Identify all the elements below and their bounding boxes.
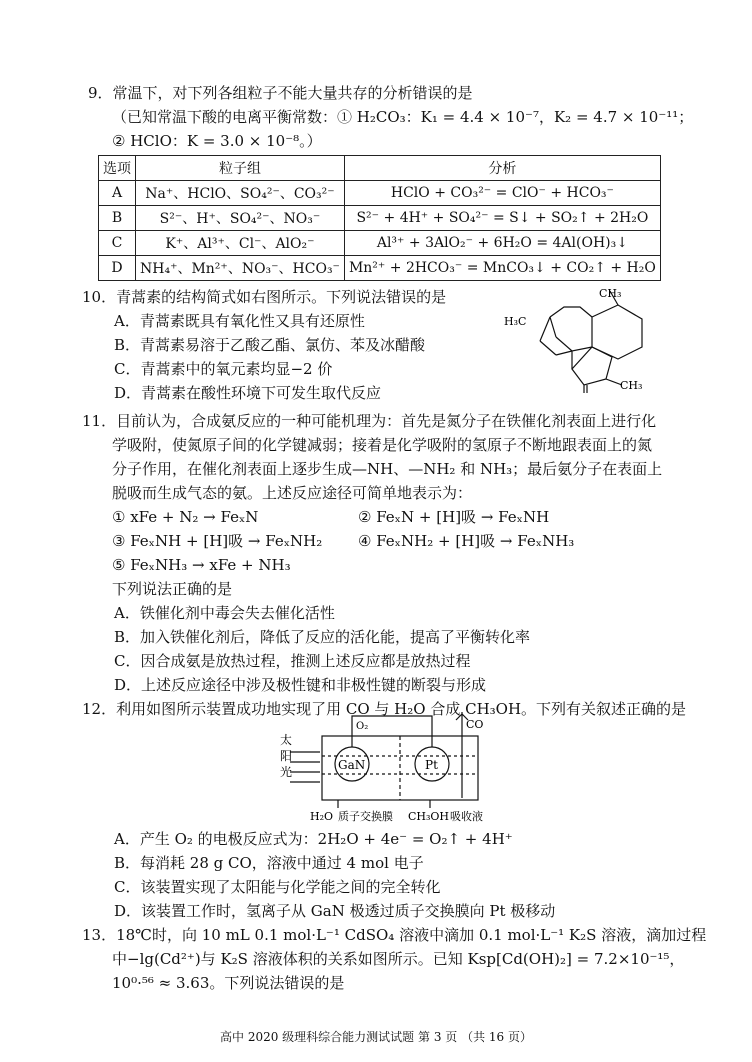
row-particles: K⁺、Al³⁺、Cl⁻、AlO₂⁻ bbox=[136, 231, 345, 256]
q10-stem: 10．青蒿素的结构简式如右图所示。下列说法错误的是 bbox=[82, 288, 447, 306]
page-footer: 高中 2020 级理科综合能力测试试题 第 3 页 （共 16 页） bbox=[220, 1030, 532, 1044]
row-option: B bbox=[99, 206, 136, 231]
ch3-top-label: CH₃ bbox=[599, 287, 622, 300]
q11-option-b: B．加入铁催化剂后，降低了反应的活化能，提高了平衡转化率 bbox=[114, 628, 531, 646]
q12-option-a: A．产生 O₂ 的电极反应式为：2H₂O + 4e⁻ = O₂↑ + 4H⁺ bbox=[114, 830, 513, 848]
q10-option-b: B．青蒿素易溶于乙酸乙酯、氯仿、苯及冰醋酸 bbox=[114, 336, 426, 354]
pt-electrode-label: Pt bbox=[425, 758, 438, 772]
row-particles: Na⁺、HClO、SO₄²⁻、CO₃²⁻ bbox=[136, 181, 345, 206]
ch3oh-label: CH₃OH bbox=[408, 810, 450, 823]
q13-stem-line1: 13．18℃时，向 10 mL 0.1 mol·L⁻¹ CdSO₄ 溶液中滴加 0.1 mol·L⁻¹ K₂S 溶液，滴加过程 bbox=[82, 926, 707, 944]
q9-analysis-table bbox=[98, 155, 661, 281]
q12-option-c: C．该装置实现了太阳能与化学能之间的完全转化 bbox=[114, 878, 441, 896]
table-row bbox=[99, 181, 661, 206]
gan-electrode-label: GaN bbox=[338, 758, 366, 772]
header-particles: 粒子组 bbox=[136, 156, 345, 181]
q9-note-line2: ② HClO：K = 3.0 × 10⁻⁸。） bbox=[112, 132, 322, 150]
q11-ask: 下列说法正确的是 bbox=[112, 580, 233, 598]
row-analysis: S²⁻ + 4H⁺ + SO₄²⁻ = S↓ + SO₂↑ + 2H₂O bbox=[344, 206, 660, 231]
row-option: A bbox=[99, 181, 136, 206]
h3c-left-label: H₃C bbox=[504, 315, 527, 328]
q13-stem-line2: 中−lg(Cd²⁺)与 K₂S 溶液体积的关系如图所示。已知 Ksp[Cd(OH)₂] = 7.2×10⁻¹⁵， bbox=[112, 950, 685, 968]
q11-option-a: A．铁催化剂中毒会失去催化活性 bbox=[114, 604, 335, 622]
q10-option-d: D．青蒿素在酸性环境下可发生取代反应 bbox=[114, 384, 382, 402]
sunlight-label-3: 光 bbox=[280, 765, 293, 779]
q11-stem-line1: 11．目前认为，合成氨反应的一种可能机理为：首先是氮分子在铁催化剂表面上进行化 bbox=[82, 412, 657, 430]
table-header-row bbox=[99, 156, 661, 181]
q9-stem: 9．常温下，对下列各组粒子不能大量共存的分析错误的是 bbox=[88, 84, 473, 102]
q11-option-c: C．因合成氨是放热过程，推测上述反应都是放热过程 bbox=[114, 652, 471, 670]
artemisinin-structure-figure bbox=[500, 285, 660, 403]
q11-step4: ④ FeₓNH₂ + [H]吸 → FeₓNH₃ bbox=[358, 532, 575, 550]
row-analysis: Al³⁺ + 3AlO₂⁻ + 6H₂O = 4Al(OH)₃↓ bbox=[344, 231, 660, 256]
absorb-liquid-label: 吸收液 bbox=[450, 810, 483, 823]
sunlight-label-2: 阳 bbox=[280, 749, 293, 763]
membrane-label: 质子交换膜 bbox=[338, 810, 393, 823]
q12-option-d: D．该装置工作时，氢离子从 GaN 极透过质子交换膜向 Pt 极移动 bbox=[114, 902, 556, 920]
q11-stem-line4: 脱吸而生成气态的氨。上述反应途径可简单地表示为： bbox=[112, 484, 473, 502]
ch3-right-label: CH₃ bbox=[620, 379, 643, 392]
table-row bbox=[99, 256, 661, 281]
q10-option-c: C．青蒿素中的氧元素均显−2 价 bbox=[114, 360, 333, 378]
row-analysis: Mn²⁺ + 2HCO₃⁻ = MnCO₃↓ + CO₂↑ + H₂O bbox=[344, 256, 660, 281]
q11-stem-line3: 分子作用，在催化剂表面上逐步生成—NH、—NH₂ 和 NH₃；最后氨分子在表面上 bbox=[112, 460, 663, 478]
h2o-label: H₂O bbox=[310, 810, 334, 823]
q11-step2: ② FeₓN + [H]吸 → FeₓNH bbox=[358, 508, 550, 526]
header-analysis: 分析 bbox=[344, 156, 660, 181]
co-label: CO bbox=[466, 718, 484, 731]
q11-step1: ① xFe + N₂ → FeₓN bbox=[112, 508, 259, 526]
solar-cell-device-figure bbox=[280, 712, 490, 824]
row-option: D bbox=[99, 256, 136, 281]
o2-label: O₂ bbox=[356, 721, 369, 732]
q11-option-d: D．上述反应途径中涉及极性键和非极性键的断裂与形成 bbox=[114, 676, 487, 694]
row-option: C bbox=[99, 231, 136, 256]
row-analysis: HClO + CO₃²⁻ = ClO⁻ + HCO₃⁻ bbox=[344, 181, 660, 206]
q11-step3: ③ FeₓNH + [H]吸 → FeₓNH₂ bbox=[112, 532, 323, 550]
q11-stem-line2: 学吸附，使氮原子间的化学键减弱；接着是化学吸附的氢原子不断地跟表面上的氮 bbox=[112, 436, 653, 454]
q9-note-line1: （已知常温下酸的电离平衡常数：① H₂CO₃：K₁ = 4.4 × 10⁻⁷，K₂ = 4.7 × 10⁻¹¹； bbox=[112, 108, 694, 126]
q12-stem: 12．利用如图所示装置成功地实现了用 CO 与 H₂O 合成 CH₃OH。下列有关叙述正确的是 bbox=[82, 700, 687, 718]
header-option: 选项 bbox=[99, 156, 136, 181]
q10-option-a: A．青蒿素既具有氧化性又具有还原性 bbox=[114, 312, 365, 330]
q12-option-b: B．每消耗 28 g CO，溶液中通过 4 mol 电子 bbox=[114, 854, 424, 872]
table-row bbox=[99, 231, 661, 256]
row-particles: S²⁻、H⁺、SO₄²⁻、NO₃⁻ bbox=[136, 206, 345, 231]
row-particles: NH₄⁺、Mn²⁺、NO₃⁻、HCO₃⁻ bbox=[136, 256, 345, 281]
q11-step5: ⑤ FeₓNH₃ → xFe + NH₃ bbox=[112, 556, 291, 574]
q13-stem-line3: 10⁰·⁵⁶ ≈ 3.63。下列说法错误的是 bbox=[112, 974, 345, 992]
sunlight-label-1: 太 bbox=[280, 733, 293, 747]
table-row bbox=[99, 206, 661, 231]
